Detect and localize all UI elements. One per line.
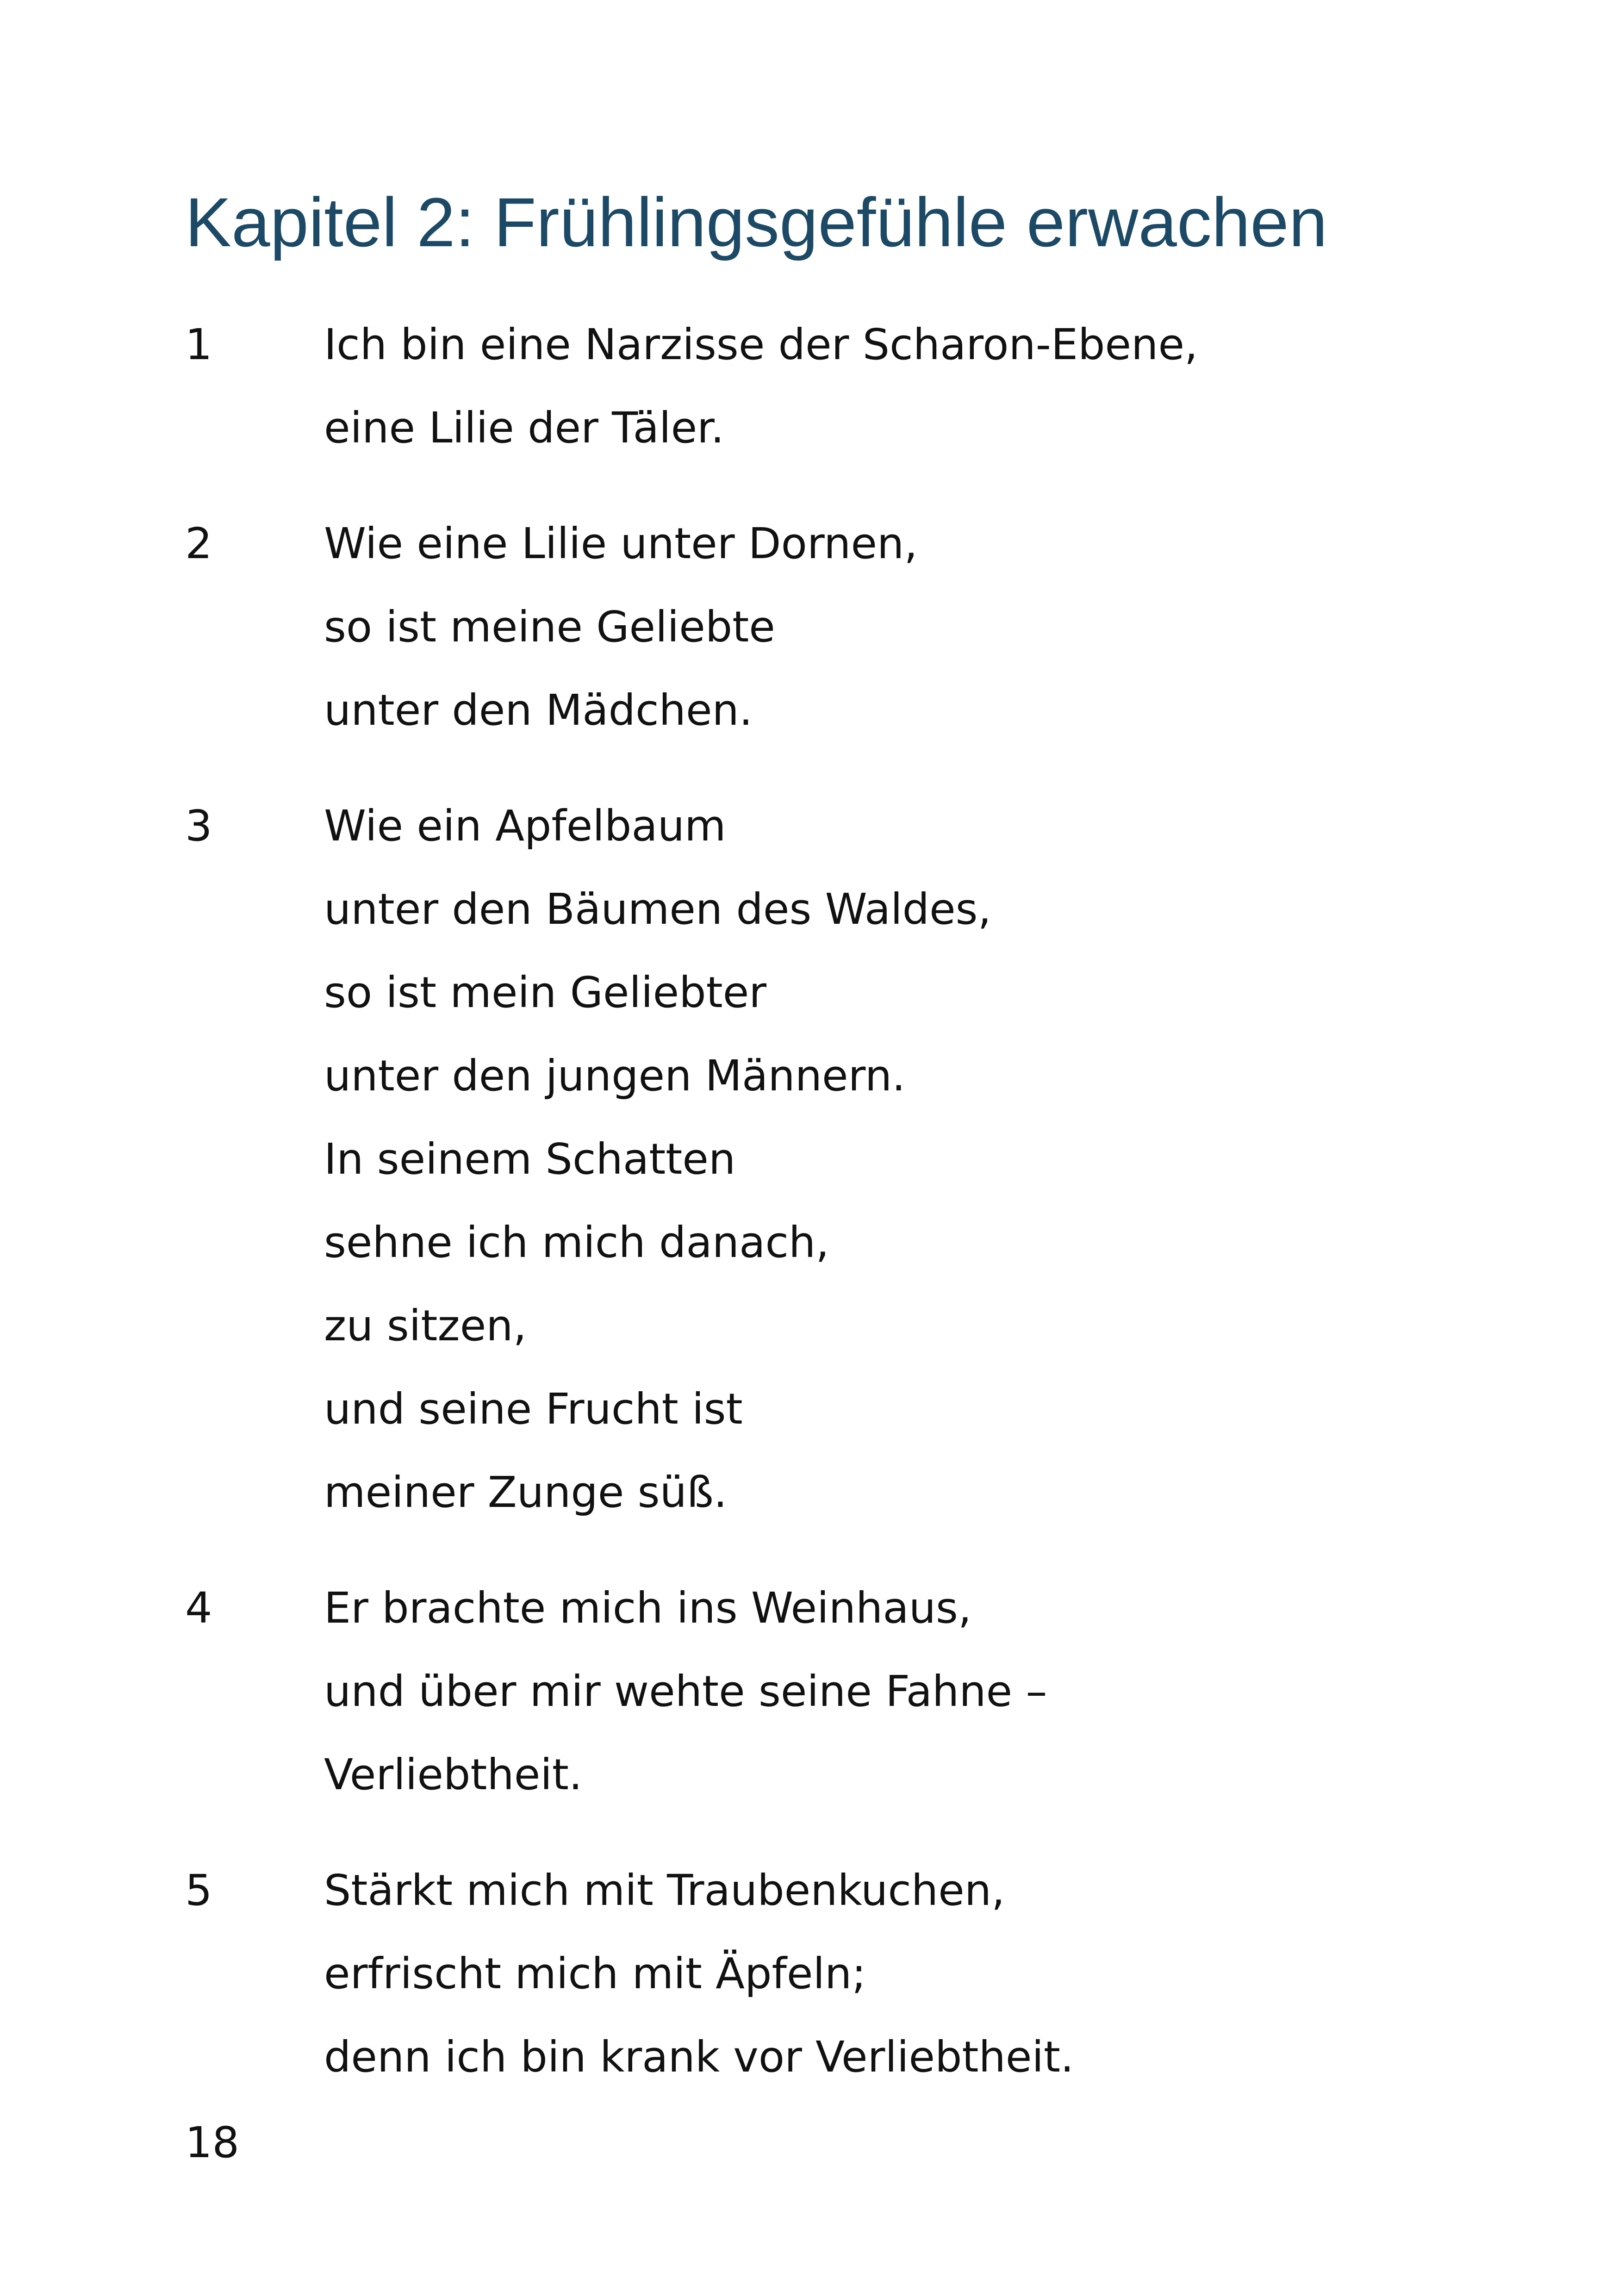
verse-number: 3 <box>185 801 212 851</box>
verse-line: In seinem Schatten <box>324 1134 736 1184</box>
verse-number: 4 <box>185 1583 212 1633</box>
verse-line: so ist meine Geliebte <box>324 602 775 652</box>
verse-line: eine Lilie der Täler. <box>324 403 724 453</box>
verse-line: Er brachte mich ins Weinhaus, <box>324 1583 972 1633</box>
verse-line: und über mir wehte seine Fahne – <box>324 1667 1047 1716</box>
verse-number: 1 <box>185 320 212 369</box>
verse-line: meiner Zunge süß. <box>324 1468 728 1517</box>
verse-4 <box>185 1567 1527 1817</box>
verse-text <box>324 303 1527 470</box>
verse-text <box>324 784 1527 1534</box>
verse-line: unter den Bäumen des Waldes, <box>324 884 991 934</box>
verse-line: denn ich bin krank vor Verliebtheit. <box>324 2032 1074 2082</box>
page-number: 18 <box>185 2118 240 2167</box>
verse-line: Stärkt mich mit Traubenkuchen, <box>324 1866 1005 1915</box>
verse-text <box>324 1849 1527 2099</box>
verse-line: und seine Frucht ist <box>324 1384 743 1434</box>
verse-line: Wie ein Apfelbaum <box>324 801 726 851</box>
verse-2 <box>185 502 1527 752</box>
verse-line: Verliebtheit. <box>324 1750 583 1799</box>
verse-line: Wie eine Lilie unter Dornen, <box>324 519 918 568</box>
verse-text <box>324 502 1527 752</box>
verse-text <box>324 1567 1527 1817</box>
verse-5 <box>185 1849 1527 2099</box>
verse-number: 5 <box>185 1866 212 1915</box>
verse-line: unter den jungen Männern. <box>324 1051 906 1101</box>
verse-number: 2 <box>185 519 212 568</box>
chapter-title: Kapitel 2: Frühlingsgefühle erwachen <box>185 183 1328 261</box>
verse-line: erfrischt mich mit Äpfeln; <box>324 1949 866 1998</box>
verse-line: so ist mein Geliebter <box>324 968 767 1017</box>
verse-line: Ich bin eine Narzisse der Scharon-Ebene, <box>324 320 1198 369</box>
verse-line: zu sitzen, <box>324 1301 527 1350</box>
verse-list <box>185 303 1527 2131</box>
verse-3 <box>185 784 1527 1534</box>
verse-line: sehne ich mich danach, <box>324 1218 829 1267</box>
verse-1 <box>185 303 1527 470</box>
verse-line: unter den Mädchen. <box>324 685 753 735</box>
